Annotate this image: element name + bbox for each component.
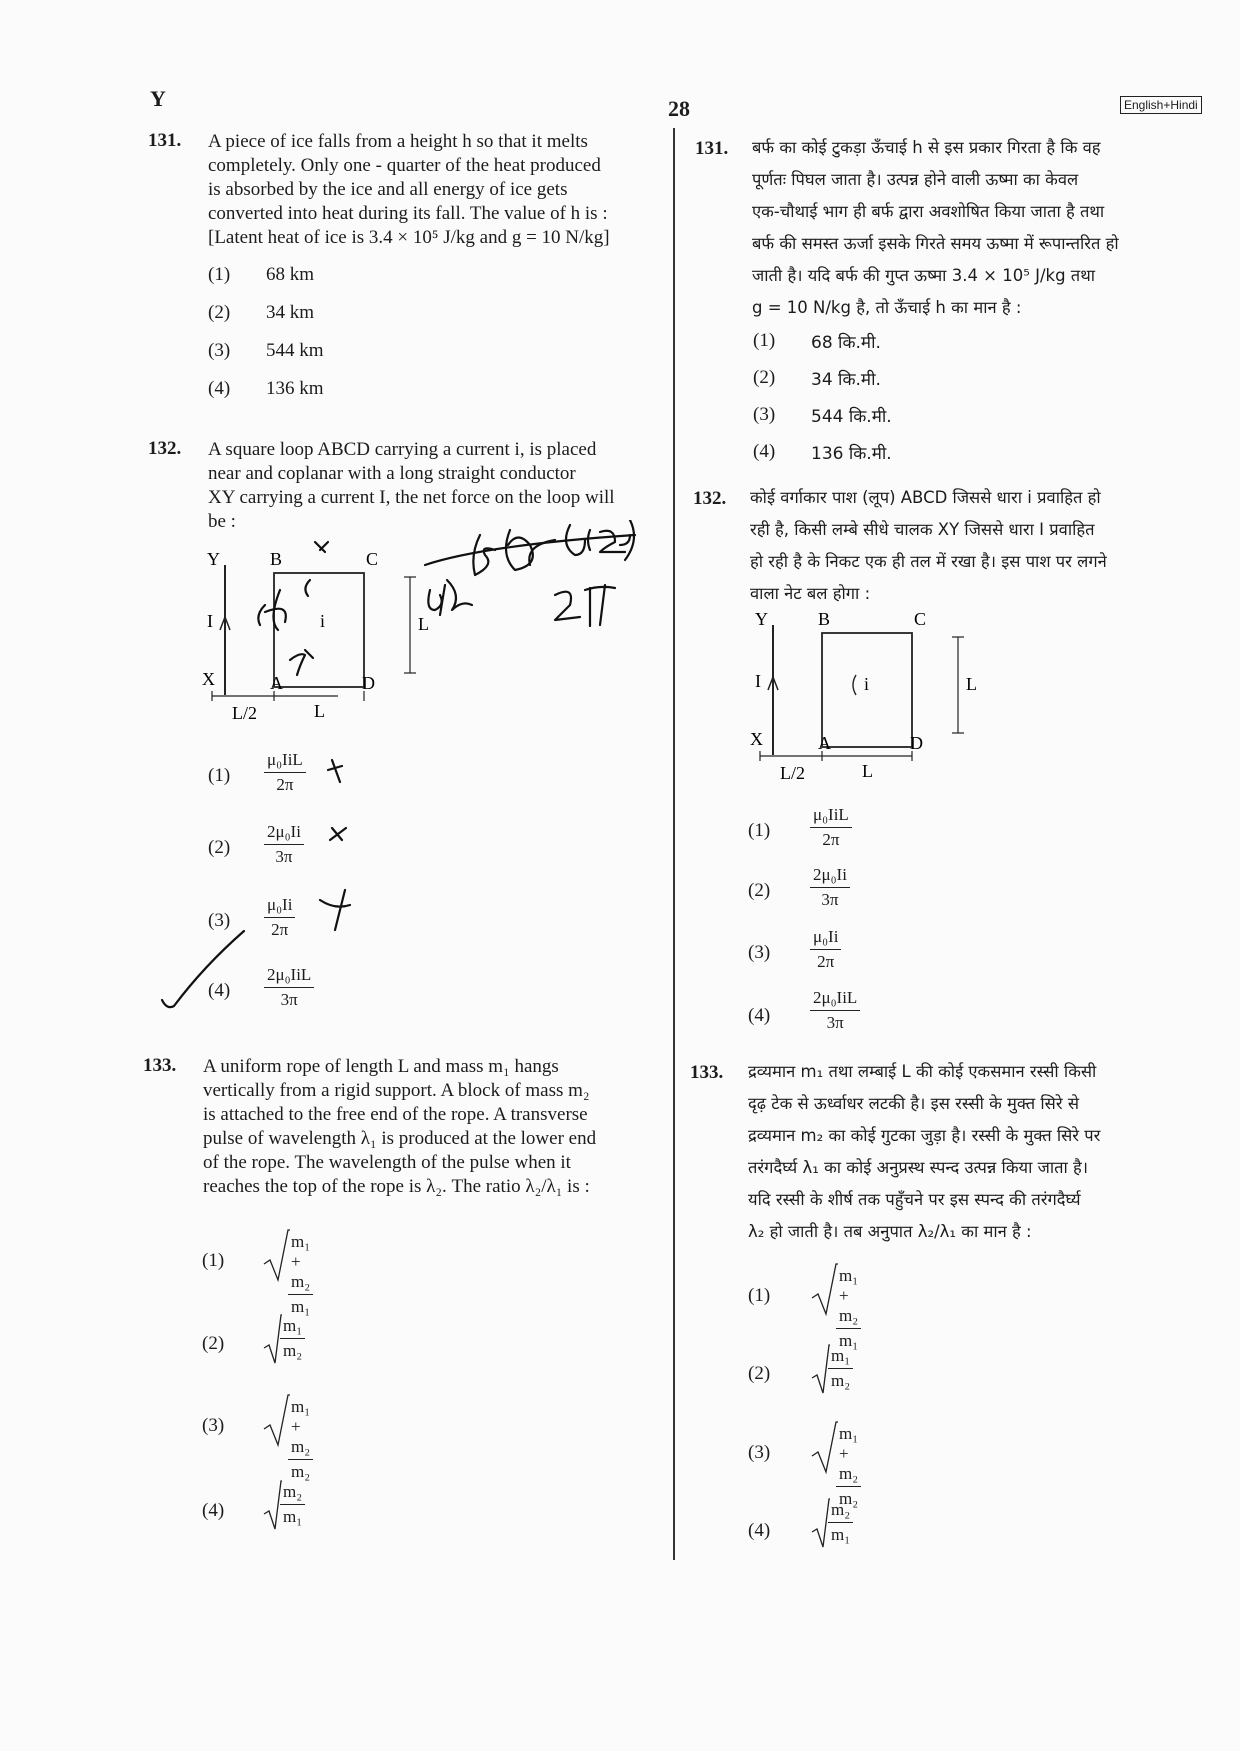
hi-q131-option-4[interactable]: (4) 136 कि.मी. xyxy=(753,441,892,464)
en-label-D: D xyxy=(362,673,375,693)
en-label-i: i xyxy=(320,611,326,631)
hi-q133-option-3[interactable]: (3) xyxy=(748,1442,771,1463)
hi-label-Y: Y xyxy=(755,609,768,629)
hi-q132-option-2[interactable]: (2) xyxy=(748,880,771,901)
hi-label-i: i xyxy=(864,674,870,694)
hi-q132-number: 132. xyxy=(693,488,727,509)
en-q133-text: A uniform rope of length L and mass m₁ hangs vertically from a rigid support. A block of mass m₂ is attached to the free end of the rope. A transverse pulse of wavelength λ₁ is produced at the lower end of the rope. The wavelength of the pulse when it reaches the top of the rope is λ₂. The ratio λ₂/λ₁ is : xyxy=(203,1056,597,1197)
en-q133-option-3[interactable]: (3) xyxy=(202,1415,225,1436)
hi-label-L-side: L xyxy=(966,674,977,694)
en-q131-option-1[interactable]: (1) 68 km xyxy=(208,264,315,285)
hi-label-I: I xyxy=(755,671,761,691)
hi-label-A: A xyxy=(818,733,831,753)
hi-q131-number: 131. xyxy=(695,138,729,159)
en-label-L-side: L xyxy=(418,614,429,634)
en-q132-option-1-formula: μ₀IiL 2π xyxy=(264,750,306,795)
en-label-base: L xyxy=(314,701,325,721)
en-q132-option-1[interactable]: (1) xyxy=(208,765,231,786)
en-q131-number: 131. xyxy=(148,130,182,151)
en-label-X: X xyxy=(202,669,215,689)
en-q132-number: 132. xyxy=(148,438,182,459)
en-label-Y: Y xyxy=(207,549,220,569)
hi-q132-option-1[interactable]: (1) xyxy=(748,820,771,841)
column-divider xyxy=(673,128,675,1560)
en-q133-number: 133. xyxy=(143,1055,177,1076)
hi-q133-text: द्रव्यमान m₁ तथा लम्बाई L की कोई एकसमान रस्सी किसी दृढ़ टेक से ऊर्ध्वाधर लटकी है। इस रस्सी के मुक्त सिरे से द्रव्यमान m₂ का कोई गुटका जुड़ा है। रस्सी के मुक्त सिरे पर तरंगदैर्घ्य λ₁ का कोई अनुप्रस्थ स्पन्द उत्पन्न किया जाता है। यदि रस्सी के शीर्ष तक पहुँचने पर इस स्पन्द की तरंगदैर्घ्य λ₂ हो जाती है। तब अनुपात λ₂/λ₁ का मान है : xyxy=(748,1062,1101,1241)
hi-label-base: L xyxy=(862,761,873,781)
hi-label-D: D xyxy=(910,733,923,753)
en-q131-option-3[interactable]: (3) 544 km xyxy=(208,340,324,361)
hi-q132-option-2-formula: $\frac{\text{2μ₀Ii}}{3\pi}$ xyxy=(810,865,850,910)
hi-q132-option-3-formula: $\frac{\text{μ₀Ii}}{2\pi}$ xyxy=(810,927,841,972)
en-q132-option-2-formula: $\frac{\text{2μ₀Ii}}{3\pi}$ xyxy=(264,822,304,867)
hi-q133-option-2[interactable]: (2) xyxy=(748,1363,771,1384)
set-code: Y xyxy=(150,86,166,111)
answer-marks xyxy=(150,750,360,1030)
hi-label-X: X xyxy=(750,729,763,749)
en-q132-option-2[interactable]: (2) xyxy=(208,837,231,858)
en-q132-option-4[interactable]: (4) xyxy=(208,980,231,1001)
hi-label-C: C xyxy=(914,609,927,629)
en-q131-option-2[interactable]: (2) 34 km xyxy=(208,302,315,323)
hi-loop-diagram xyxy=(738,605,988,795)
hi-q133-option-4[interactable]: (4) xyxy=(748,1520,771,1541)
hi-q132-option-1-formula: μ₀IiL 2π xyxy=(810,805,852,850)
handwritten-annotations xyxy=(225,520,715,730)
hi-q132-option-3[interactable]: (3) xyxy=(748,942,771,963)
en-q133-option-2[interactable]: (2) xyxy=(202,1333,225,1354)
en-q132-option-3[interactable]: (3) xyxy=(208,910,231,931)
hi-q132-option-4-formula: 2μ₀IiL 3π xyxy=(810,988,860,1033)
language-badge: English+Hindi xyxy=(1120,96,1202,114)
en-q132-option-4-formula: 2μ₀IiL 3π xyxy=(264,965,314,1010)
hi-q132-option-4[interactable]: (4) xyxy=(748,1005,771,1026)
hi-q131-option-3[interactable]: (3) 544 कि.मी. xyxy=(753,404,892,427)
hi-q131-option-2[interactable]: (2) 34 कि.मी. xyxy=(753,367,881,390)
en-q133-option-4[interactable]: (4) xyxy=(202,1500,225,1521)
hi-q133-option-1[interactable]: (1) xyxy=(748,1285,771,1306)
en-label-I: I xyxy=(207,611,213,631)
hi-label-half: L/2 xyxy=(780,763,805,783)
en-q131-text: A piece of ice falls from a height h so that it melts completely. Only one - quarter of the heat produced is absorbed by the ice and all energy of ice gets converted into heat during its fall. The value of h is : [Latent heat of ice is 3.4 × 10⁵ J/kg and g = 10 N/kg] xyxy=(208,131,610,248)
en-label-B: B xyxy=(270,549,283,569)
en-label-C: C xyxy=(366,549,379,569)
hi-q133-number: 133. xyxy=(690,1062,724,1083)
hi-label-B: B xyxy=(818,609,831,629)
hi-q131-text: बर्फ का कोई टुकड़ा ऊँचाई h से इस प्रकार गिरता है कि वह पूर्णतः पिघल जाता है। उत्पन्न होने वाली ऊष्मा का केवल एक-चौथाई भाग ही बर्फ द्वारा अवशोषित किया जाता है तथा बर्फ की समस्त ऊर्जा इसके गिरते समय ऊष्मा में रूपान्तरित हो जाती है। यदि बर्फ की गुप्त ऊष्मा 3.4 × 10⁵ J/kg तथा g = 10 N/kg है, तो ऊँचाई h का मान है : xyxy=(752,138,1119,317)
en-q133-option-1[interactable]: (1) xyxy=(202,1250,225,1271)
en-q132-text: A square loop ABCD carrying a current i, is placed near and coplanar with a long straight conductor XY carrying a current I, the net force on the loop will be : xyxy=(208,439,615,532)
en-q131-option-4[interactable]: (4) 136 km xyxy=(208,378,324,399)
en-label-A: A xyxy=(270,673,283,693)
en-label-half: L/2 xyxy=(232,703,257,723)
page-number: 28 xyxy=(668,96,690,121)
hi-q132-text: कोई वर्गाकार पाश (लूप) ABCD जिससे धारा i प्रवाहित हो रही है, किसी लम्बे सीधे चालक XY जिससे धारा I प्रवाहित हो रही है के निकट एक ही तल में रखा है। इस पाश पर लगने वाला नेट बल होगा : xyxy=(750,488,1107,603)
en-q132-option-3-formula: $\frac{\text{μ₀Ii}}{2\pi}$ xyxy=(264,895,295,940)
hi-q131-option-1[interactable]: (1) 68 कि.मी. xyxy=(753,330,881,353)
